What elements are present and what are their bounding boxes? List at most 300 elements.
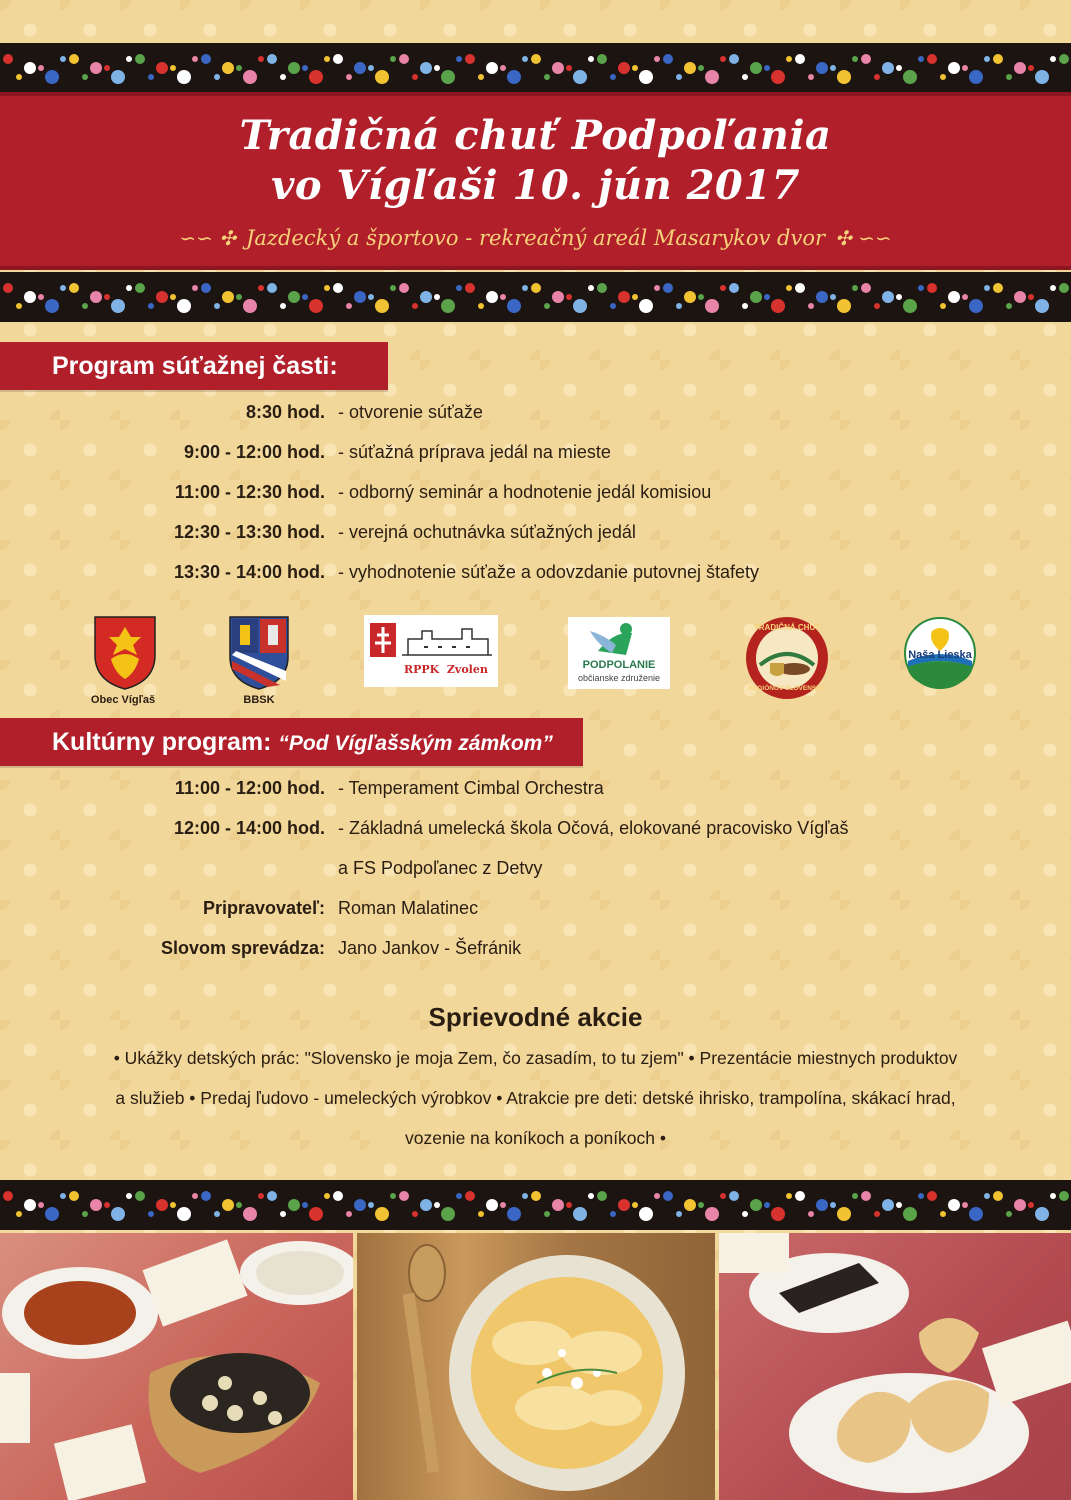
- embroidery-bud: [984, 1193, 990, 1199]
- embroidery-bud: [830, 294, 836, 300]
- flower-pattern-bottom: [0, 1180, 1071, 1230]
- title-line2: vo Vígľaši 10. jún 2017: [271, 162, 800, 209]
- embroidery-flower: [1059, 54, 1069, 64]
- schedule-time: 13:30 - 14:00 hod.: [173, 562, 325, 582]
- podpolanie-subtitle: občianske združenie: [577, 673, 661, 683]
- embroidery-bud: [126, 1193, 132, 1199]
- embroidery-bud: [742, 74, 748, 80]
- embroidery-bud: [896, 294, 902, 300]
- embroidery-bud: [478, 74, 484, 80]
- embroidery-flower: [3, 1191, 13, 1201]
- embroidery-bud: [434, 294, 440, 300]
- embroidery-bud: [60, 1193, 66, 1199]
- bbsk-coat-of-arms-logo: [228, 615, 290, 691]
- embroidery-flower: [684, 1199, 696, 1211]
- embroidery-flower: [243, 299, 257, 313]
- embroidery-flower: [156, 1199, 168, 1211]
- embroidery-flower: [531, 54, 541, 64]
- embroidery-flower: [288, 1199, 300, 1211]
- embroidery-bud: [258, 56, 264, 62]
- embroidery-bud: [962, 65, 968, 71]
- embroidery-bud: [104, 65, 110, 71]
- embroidery-flower: [177, 70, 191, 84]
- embroidery-bud: [16, 1211, 22, 1217]
- embroidery-bud: [346, 74, 352, 80]
- embroidery-bud: [302, 294, 308, 300]
- embroidery-bud: [830, 65, 836, 71]
- embroidery-flower: [309, 70, 323, 84]
- vigllas-coat-of-arms-logo: [93, 615, 157, 691]
- embroidery-flower: [618, 291, 630, 303]
- ornament-left-icon: ∽∽ ✣: [179, 226, 236, 250]
- embroidery-flower: [684, 62, 696, 74]
- embroidery-bud: [610, 1211, 616, 1217]
- embroidery-bud: [918, 56, 924, 62]
- embroidery-bud: [654, 285, 660, 291]
- embroidery-bud: [60, 285, 66, 291]
- embroidery-flower: [903, 1207, 917, 1221]
- embroidery-bud: [852, 56, 858, 62]
- embroidery-bud: [544, 303, 550, 309]
- embroidery-bud: [214, 74, 220, 80]
- embroidery-flower: [750, 291, 762, 303]
- embroidery-bud: [588, 285, 594, 291]
- embroidery-flower: [552, 1199, 564, 1211]
- embroidery-bud: [720, 285, 726, 291]
- embroidery-bud: [214, 303, 220, 309]
- embroidery-bud: [940, 74, 946, 80]
- embroidery-bud: [82, 303, 88, 309]
- embroidery-flower: [222, 1199, 234, 1211]
- embroidery-flower: [375, 70, 389, 84]
- embroidery-flower: [573, 1207, 587, 1221]
- flower-pattern-top: [0, 43, 1071, 93]
- embroidery-flower: [354, 1199, 366, 1211]
- embroidery-flower: [111, 299, 125, 313]
- embroidery-flower: [1059, 1191, 1069, 1201]
- embroidery-bud: [566, 1202, 572, 1208]
- embroidery-flower: [201, 283, 211, 293]
- embroidery-flower: [531, 283, 541, 293]
- accompanying-line: vozenie na koníkoch a poníkoch •: [404, 1128, 667, 1148]
- embroidery-flower: [837, 1207, 851, 1221]
- schedule-time: 8:30 hod.: [245, 402, 325, 422]
- embroidery-bud: [1006, 303, 1012, 309]
- embroidery-bud: [192, 1193, 198, 1199]
- embroidery-flower: [861, 283, 871, 293]
- embroidery-flower: [1059, 283, 1069, 293]
- embroidery-flower: [309, 1207, 323, 1221]
- embroidery-flower: [333, 1191, 343, 1201]
- embroidery-flower: [333, 54, 343, 64]
- embroidery-bud: [280, 74, 286, 80]
- embroidery-bud: [148, 1211, 154, 1217]
- embroidery-bud: [82, 74, 88, 80]
- embroidery-bud: [676, 303, 682, 309]
- embroidery-bud: [456, 285, 462, 291]
- food-photo-right: [719, 1233, 1071, 1500]
- embroidery-flower: [420, 291, 432, 303]
- embroidery-flower: [222, 62, 234, 74]
- embroidery-bud: [412, 1211, 418, 1217]
- embroidery-flower: [705, 299, 719, 313]
- embroidery-flower: [486, 1199, 498, 1211]
- embroidery-flower: [3, 54, 13, 64]
- culture-heading-quote: “Pod Vígľašským zámkom”: [278, 732, 553, 755]
- accompanying-line: • Ukážky detských prác: "Slovensko je moja Zem, čo zasadím, to tu zjem" • Prezentácie miestnych produktov: [113, 1048, 958, 1068]
- embroidery-bud: [764, 1202, 770, 1208]
- embroidery-flower: [441, 1207, 455, 1221]
- embroidery-flower: [1035, 1207, 1049, 1221]
- pastries-plate-icon: [719, 1233, 1071, 1500]
- embroidery-flower: [267, 54, 277, 64]
- title-line1: Tradičná chuť Podpoľania: [239, 112, 832, 159]
- embroidery-bud: [500, 294, 506, 300]
- embroidery-flower: [135, 54, 145, 64]
- embroidery-bud: [346, 303, 352, 309]
- flower-pattern-middle: [0, 272, 1071, 322]
- embroidery-flower: [927, 283, 937, 293]
- embroidery-bud: [786, 285, 792, 291]
- embroidery-flower: [441, 70, 455, 84]
- schedule-time: 11:00 - 12:30 hod.: [174, 482, 325, 502]
- embroidery-flower: [1035, 299, 1049, 313]
- embroidery-flower: [750, 1199, 762, 1211]
- rppk-castle-icon: [364, 615, 498, 687]
- embroidery-bud: [544, 1211, 550, 1217]
- embroidery-flower: [552, 62, 564, 74]
- culture-row: [0, 818, 1071, 858]
- embroidery-flower: [507, 70, 521, 84]
- embroidery-flower: [618, 62, 630, 74]
- competition-heading-text: Program súťažnej časti:: [52, 352, 338, 380]
- embroidery-bud: [654, 56, 660, 62]
- embroidery-bud: [16, 74, 22, 80]
- schedule-desc: - otvorenie súťaže: [338, 402, 483, 422]
- embroidery-bud: [632, 294, 638, 300]
- culture-desc: - Základná umelecká škola Očová, elokované pracovisko Vígľaš: [338, 818, 849, 838]
- embroidery-bud: [368, 65, 374, 71]
- embroidery-bud: [918, 285, 924, 291]
- embroidery-bud: [918, 1193, 924, 1199]
- embroidery-flower: [729, 54, 739, 64]
- embroidery-flower: [795, 1191, 805, 1201]
- embroidery-flower: [1014, 291, 1026, 303]
- embroidery-bud: [434, 65, 440, 71]
- embroidery-bud: [104, 1202, 110, 1208]
- schedule-row: [0, 482, 1071, 522]
- embroidery-bud: [786, 56, 792, 62]
- food-photo-left: [0, 1233, 353, 1500]
- embroidery-bud: [962, 1202, 968, 1208]
- embroidery-flower: [90, 62, 102, 74]
- embroidery-bud: [566, 294, 572, 300]
- embroidery-bud: [588, 1193, 594, 1199]
- embroidery-flower: [465, 54, 475, 64]
- embroidery-flower: [69, 1191, 79, 1201]
- embroidery-flower: [861, 54, 871, 64]
- embroidery-bud: [412, 303, 418, 309]
- embroidery-bud: [720, 56, 726, 62]
- embroidery-bud: [412, 74, 418, 80]
- embroidery-flower: [45, 299, 59, 313]
- schedule-time: 12:30 - 13:30 hod.: [173, 522, 325, 542]
- embroidery-flower: [375, 1207, 389, 1221]
- embroidery-bud: [566, 65, 572, 71]
- embroidery-bud: [38, 294, 44, 300]
- embroidery-flower: [1014, 1199, 1026, 1211]
- embroidery-bud: [500, 65, 506, 71]
- tradicna-top-text: TRADIČNÁ CHUŤ: [753, 623, 821, 632]
- embroidery-flower: [111, 70, 125, 84]
- embroidery-bud: [390, 56, 396, 62]
- embroidery-bud: [60, 56, 66, 62]
- embroidery-bud: [1028, 1202, 1034, 1208]
- dumplings-plate-icon: [0, 1233, 353, 1500]
- embroidery-bud: [786, 1193, 792, 1199]
- embroidery-bud: [676, 1211, 682, 1217]
- podpolanie-figure-icon: [568, 617, 670, 657]
- embroidery-bud: [324, 285, 330, 291]
- embroidery-flower: [24, 62, 36, 74]
- embroidery-flower: [156, 62, 168, 74]
- embroidery-bud: [236, 294, 242, 300]
- embroidery-bud: [610, 303, 616, 309]
- embroidery-flower: [156, 291, 168, 303]
- embroidery-bud: [962, 294, 968, 300]
- embroidery-flower: [420, 62, 432, 74]
- embroidery-flower: [663, 1191, 673, 1201]
- embroidery-bud: [808, 1211, 814, 1217]
- embroidery-flower: [993, 54, 1003, 64]
- embroidery-bud: [16, 303, 22, 309]
- embroidery-flower: [837, 70, 851, 84]
- embroidery-flower: [882, 1199, 894, 1211]
- embroidery-bud: [544, 74, 550, 80]
- embroidery-bud: [1006, 1211, 1012, 1217]
- ornament-right-icon: ✣ ∽∽: [835, 226, 892, 250]
- embroidery-flower: [927, 1191, 937, 1201]
- schedule-row: [0, 522, 1071, 562]
- embroidery-flower: [45, 1207, 59, 1221]
- embroidery-flower: [729, 283, 739, 293]
- embroidery-bud: [368, 1202, 374, 1208]
- embroidery-bud: [1050, 285, 1056, 291]
- embroidery-bud: [258, 1193, 264, 1199]
- embroidery-bud: [588, 56, 594, 62]
- embroidery-flower: [639, 70, 653, 84]
- embroidery-flower: [3, 283, 13, 293]
- embroidery-flower: [684, 291, 696, 303]
- embroidery-bud: [940, 303, 946, 309]
- food-photo-center: [357, 1233, 715, 1500]
- embroidery-flower: [882, 291, 894, 303]
- culture-time: 11:00 - 12:00 hod.: [174, 778, 325, 798]
- nasa-lieska-logo: [904, 617, 976, 689]
- embroidery-flower: [597, 54, 607, 64]
- embroidery-flower: [903, 299, 917, 313]
- embroidery-flower: [969, 1207, 983, 1221]
- culture-heading-text: Kultúrny program:: [52, 728, 272, 756]
- embroidery-flower: [333, 283, 343, 293]
- embroidery-flower: [729, 1191, 739, 1201]
- embroidery-bud: [984, 285, 990, 291]
- embroidery-bud: [214, 1211, 220, 1217]
- embroidery-flower: [399, 54, 409, 64]
- embroidery-bud: [522, 285, 528, 291]
- embroidery-flower: [354, 291, 366, 303]
- culture-person: Roman Malatinec: [338, 898, 479, 918]
- embroidery-flower: [795, 283, 805, 293]
- embroidery-flower: [90, 291, 102, 303]
- embroidery-flower: [201, 1191, 211, 1201]
- embroidery-flower: [420, 1199, 432, 1211]
- embroidery-bud: [148, 74, 154, 80]
- embroidery-bud: [236, 1202, 242, 1208]
- embroidery-flower: [111, 1207, 125, 1221]
- embroidery-border-bottom: [0, 1180, 1071, 1230]
- embroidery-bud: [82, 1211, 88, 1217]
- embroidery-bud: [126, 285, 132, 291]
- culture-row: [0, 858, 1071, 898]
- embroidery-flower: [201, 54, 211, 64]
- embroidery-flower: [486, 62, 498, 74]
- embroidery-flower: [750, 62, 762, 74]
- embroidery-bud: [302, 1202, 308, 1208]
- embroidery-flower: [948, 291, 960, 303]
- embroidery-flower: [816, 62, 828, 74]
- embroidery-flower: [399, 283, 409, 293]
- embroidery-bud: [236, 65, 242, 71]
- embroidery-flower: [948, 62, 960, 74]
- embroidery-bud: [390, 285, 396, 291]
- schedule-desc: - súťažná príprava jedál na mieste: [338, 442, 611, 462]
- embroidery-bud: [478, 1211, 484, 1217]
- embroidery-flower: [69, 54, 79, 64]
- embroidery-flower: [399, 1191, 409, 1201]
- accompanying-title: Sprievodné akcie: [428, 1002, 643, 1032]
- schedule-desc: - verejná ochutnávka súťažných jedál: [338, 522, 636, 542]
- embroidery-flower: [1035, 70, 1049, 84]
- embroidery-bud: [170, 1202, 176, 1208]
- embroidery-bud: [456, 56, 462, 62]
- embroidery-bud: [698, 1202, 704, 1208]
- embroidery-flower: [309, 299, 323, 313]
- embroidery-flower: [441, 299, 455, 313]
- tradicna-chut-logo: [744, 615, 830, 701]
- schedule-row: [0, 402, 1071, 442]
- schedule-row: [0, 562, 1071, 602]
- embroidery-bud: [632, 65, 638, 71]
- embroidery-flower: [24, 1199, 36, 1211]
- embroidery-bud: [874, 1211, 880, 1217]
- culture-desc: - Temperament Cimbal Orchestra: [338, 778, 604, 798]
- embroidery-bud: [984, 56, 990, 62]
- embroidery-bud: [830, 1202, 836, 1208]
- embroidery-bud: [522, 1193, 528, 1199]
- embroidery-bud: [1050, 56, 1056, 62]
- podpolanie-title: PODPOLANIE: [582, 659, 656, 671]
- embroidery-flower: [507, 299, 521, 313]
- culture-time: 12:00 - 14:00 hod.: [173, 818, 325, 838]
- embroidery-bud: [742, 303, 748, 309]
- embroidery-flower: [903, 70, 917, 84]
- culture-role: Slovom sprevádza:: [160, 938, 325, 958]
- culture-heading: [0, 718, 583, 766]
- embroidery-flower: [771, 70, 785, 84]
- embroidery-flower: [837, 299, 851, 313]
- embroidery-bud: [522, 56, 528, 62]
- embroidery-flower: [639, 299, 653, 313]
- embroidery-flower: [24, 291, 36, 303]
- embroidery-bud: [148, 303, 154, 309]
- culture-person: Jano Jankov - Šefránik: [338, 938, 522, 958]
- embroidery-flower: [135, 1191, 145, 1201]
- culture-row: [0, 938, 1071, 978]
- embroidery-flower: [135, 283, 145, 293]
- embroidery-flower: [1014, 62, 1026, 74]
- schedule-desc: - vyhodnotenie súťaže a odovzdanie putovnej štafety: [338, 562, 760, 582]
- culture-row: [0, 778, 1071, 818]
- embroidery-flower: [771, 1207, 785, 1221]
- embroidery-flower: [969, 299, 983, 313]
- embroidery-bud: [456, 1193, 462, 1199]
- embroidery-flower: [771, 299, 785, 313]
- pierogi-plate-icon: [357, 1233, 715, 1500]
- vigllas-shield-icon: [93, 615, 157, 691]
- embroidery-bud: [170, 65, 176, 71]
- embroidery-bud: [390, 1193, 396, 1199]
- embroidery-bud: [192, 285, 198, 291]
- embroidery-bud: [258, 285, 264, 291]
- embroidery-flower: [354, 62, 366, 74]
- embroidery-bud: [38, 1202, 44, 1208]
- embroidery-border-middle: [0, 272, 1071, 322]
- embroidery-bud: [676, 74, 682, 80]
- embroidery-bud: [896, 1202, 902, 1208]
- embroidery-bud: [1006, 74, 1012, 80]
- embroidery-flower: [816, 291, 828, 303]
- embroidery-flower: [993, 283, 1003, 293]
- embroidery-flower: [993, 1191, 1003, 1201]
- vigllas-caption: Obec Vígľaš: [90, 694, 156, 706]
- embroidery-bud: [434, 1202, 440, 1208]
- embroidery-flower: [507, 1207, 521, 1221]
- embroidery-flower: [465, 283, 475, 293]
- embroidery-bud: [324, 1193, 330, 1199]
- embroidery-border-top: [0, 43, 1071, 93]
- tradicna-bottom-text: REGIÓNOV SLOVENSKA: [748, 685, 826, 692]
- bbsk-caption: BBSK: [243, 694, 275, 706]
- embroidery-bud: [698, 65, 704, 71]
- embroidery-bud: [654, 1193, 660, 1199]
- embroidery-bud: [940, 1211, 946, 1217]
- embroidery-bud: [632, 1202, 638, 1208]
- schedule-time: 9:00 - 12:00 hod.: [183, 442, 325, 462]
- embroidery-flower: [177, 299, 191, 313]
- embroidery-flower: [243, 70, 257, 84]
- venue-subtitle: Jazdecký a športovo - rekreačný areál Masarykov dvor: [245, 226, 826, 250]
- embroidery-flower: [705, 1207, 719, 1221]
- embroidery-bud: [126, 56, 132, 62]
- embroidery-bud: [742, 1211, 748, 1217]
- embroidery-flower: [795, 54, 805, 64]
- embroidery-bud: [170, 294, 176, 300]
- embroidery-flower: [531, 1191, 541, 1201]
- embroidery-bud: [852, 1193, 858, 1199]
- embroidery-flower: [618, 1199, 630, 1211]
- embroidery-flower: [597, 1191, 607, 1201]
